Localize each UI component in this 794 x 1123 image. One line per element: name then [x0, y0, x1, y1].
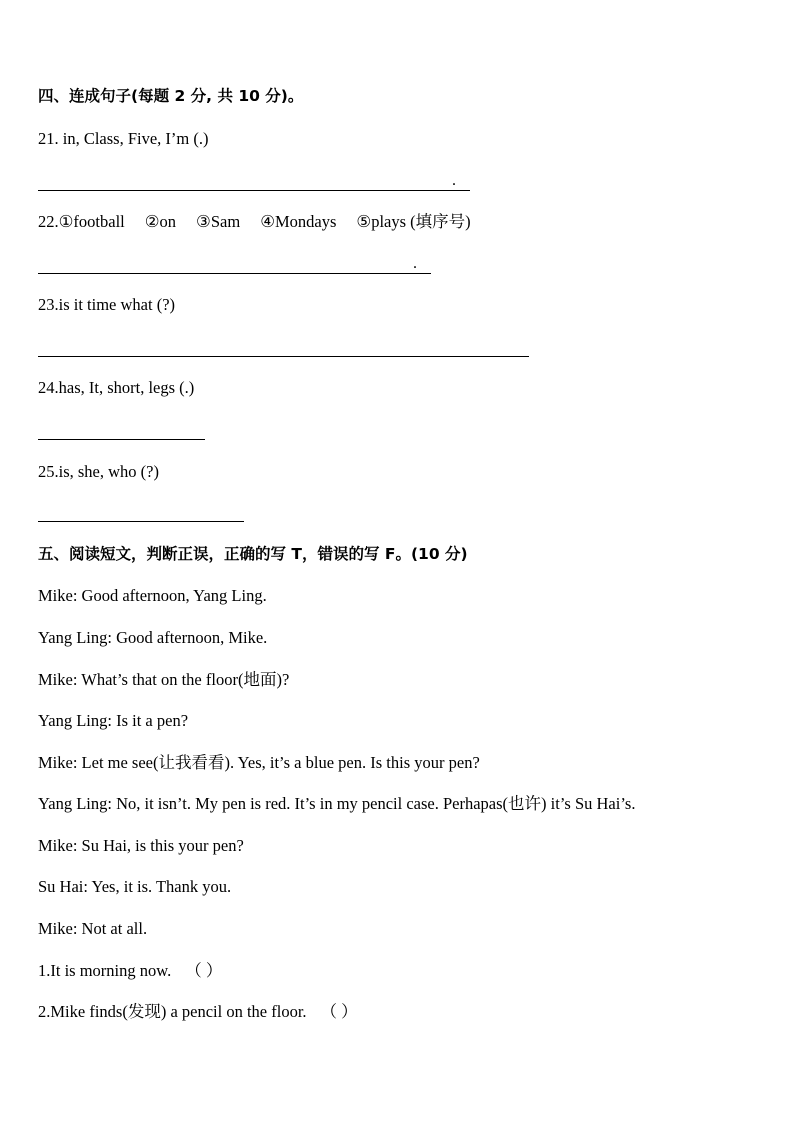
tf-question-2 — [38, 1002, 358, 1022]
answer-line-22[interactable] — [38, 253, 431, 274]
answer-line-24[interactable] — [38, 419, 205, 440]
question-22-option-5: ⑤plays (填序号) — [356, 212, 471, 231]
question-22 — [38, 212, 471, 232]
dialogue-line-9: Mike: Not at all. — [38, 919, 148, 938]
dialogue-line-5: Mike: Let me see(让我看看). Yes, it’s a blue pen. Is this your pen? — [38, 753, 480, 772]
dialogue-line-2: Yang Ling: Good afternoon, Mike. — [38, 628, 268, 647]
answer-line-21-period: . — [452, 172, 456, 189]
dialogue-line-6: Yang Ling: No, it isn’t. My pen is red. It’s in my pencil case. Perhapas(也许) it’s Su Hai’s. — [38, 794, 636, 813]
answer-line-25[interactable] — [38, 501, 244, 522]
section-5-title: 五、阅读短文，判断正误，正确的写 T，错误的写 F。(10 分) — [38, 545, 468, 563]
dialogue-line-3: Mike: What’s that on the floor(地面)? — [38, 670, 290, 689]
question-22-option-3: ③Sam — [196, 212, 241, 231]
tf-question-1 — [38, 961, 222, 981]
question-25: 25.is, she, who (?) — [38, 462, 159, 481]
dialogue-line-4: Yang Ling: Is it a pen? — [38, 711, 189, 730]
question-24: 24.has, It, short, legs (.) — [38, 378, 195, 397]
tf-question-2-text: 2.Mike finds(发现) a pencil on the floor. — [38, 1002, 307, 1021]
dialogue-line-1: Mike: Good afternoon, Yang Ling. — [38, 586, 267, 605]
question-22-option-4: ④Mondays — [260, 212, 337, 231]
answer-line-21[interactable] — [38, 170, 470, 191]
question-22-option-1: ①football — [58, 212, 125, 231]
question-22-option-2: ②on — [144, 212, 177, 231]
question-21: 21. in, Class, Five, I’m (.) — [38, 129, 209, 148]
answer-line-23[interactable] — [38, 336, 529, 357]
section-4-title: 四、连成句子(每题 2 分, 共 10 分)。 — [38, 87, 304, 105]
dialogue-line-8: Su Hai: Yes, it is. Thank you. — [38, 877, 232, 896]
tf-answer-box-2[interactable]: （ ） — [320, 1002, 358, 1021]
answer-line-22-period: . — [413, 255, 417, 272]
tf-answer-box-1[interactable]: （ ） — [185, 961, 223, 980]
question-22-number: 22. — [38, 212, 59, 231]
dialogue-line-7: Mike: Su Hai, is this your pen? — [38, 836, 244, 855]
tf-question-1-text: 1.It is morning now. — [38, 961, 172, 980]
question-23: 23.is it time what (?) — [38, 295, 176, 314]
